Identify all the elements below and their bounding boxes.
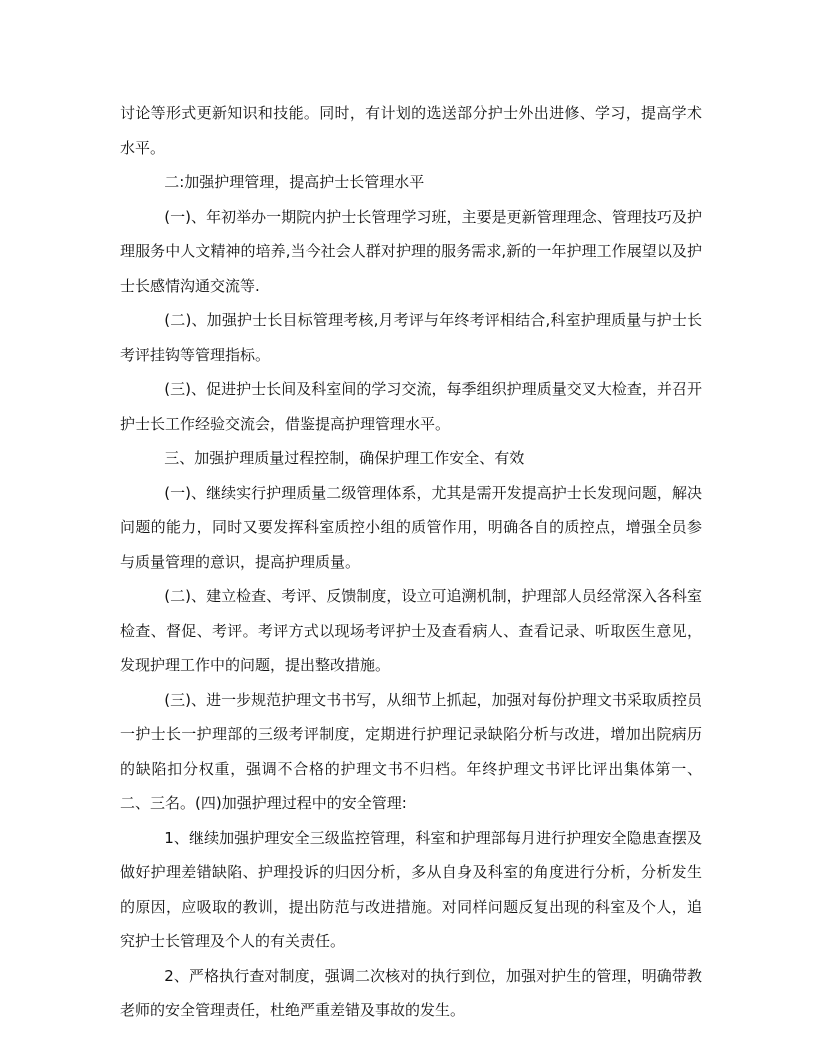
paragraph-2-3: (三)、促进护士长间及科室间的学习交流，每季组织护理质量交叉大检查，并召开护士长工作经验交流会，借鉴提高护理管理水平。 [120, 380, 702, 433]
paragraph-1: 讨论等形式更新知识和技能。同时，有计划的选送部分护士外出进修、学习，提高学术水平。 [120, 104, 702, 157]
section-heading-2: 二:加强护理管理，提高护士长管理水平 [164, 173, 425, 191]
document-body [120, 96, 702, 1028]
paragraph-3-4-1: 1、继续加强护理安全三级监控管理，科室和护理部每月进行护理安全隐患查摆及做好护理差错缺陷、护理投诉的归因分析，多从自身及科室的角度进行分析，分析发生的原因，应吸取的教训，提出防范与改进措施。对同样问题反复出现的科室及个人，追究护士长管理及个人的有关责任。 [120, 828, 702, 950]
paragraph-3-2: (二)、建立检查、考评、反馈制度，设立可追溯机制，护理部人员经常深入各科室检查、督促、考评。考评方式以现场考评护士及查看病人、查看记录、听取医生意见，发现护理工作中的问题，提出整改措施。 [120, 587, 702, 674]
paragraph-3-1: (一)、继续实行护理质量二级管理体系，尤其是需开发提高护士长发现问题，解决问题的能力，同时又要发挥科室质控小组的质管作用，明确各自的质控点，增强全员参与质量管理的意识，提高护理质量。 [120, 483, 702, 571]
section-heading-3: 三、加强护理质量过程控制，确保护理工作安全、有效 [164, 449, 525, 467]
paragraph-3-4-2: 2、严格执行查对制度，强调二次核对的执行到位，加强对护生的管理，明确带教老师的安全管理责任，杜绝严重差错及事故的发生。 [120, 966, 702, 1019]
paragraph-3-3: (三)、进一步规范护理文书书写，从细节上抓起，加强对每份护理文书采取质控员一护士长一护理部的三级考评制度，定期进行护理记录缺陷分析与改进，增加出院病历的缺陷扣分权重，强调不合格的护理文书不归档。年终护理文书评比评出集体第一、二、三名。(四)加强护理过程中的安全管理: [120, 690, 702, 812]
paragraph-2-1: (一)、年初举办一期院内护士长管理学习班，主要是更新管理理念、管理技巧及护理服务中人文精神的培养,当今社会人群对护理的服务需求,新的一年护理工作展望以及护士长感情沟通交流等. [120, 207, 702, 295]
paragraph-2-2: (二)、加强护士长目标管理考核,月考评与年终考评相结合,科室护理质量与护士长考评挂钩等管理指标。 [120, 311, 702, 364]
